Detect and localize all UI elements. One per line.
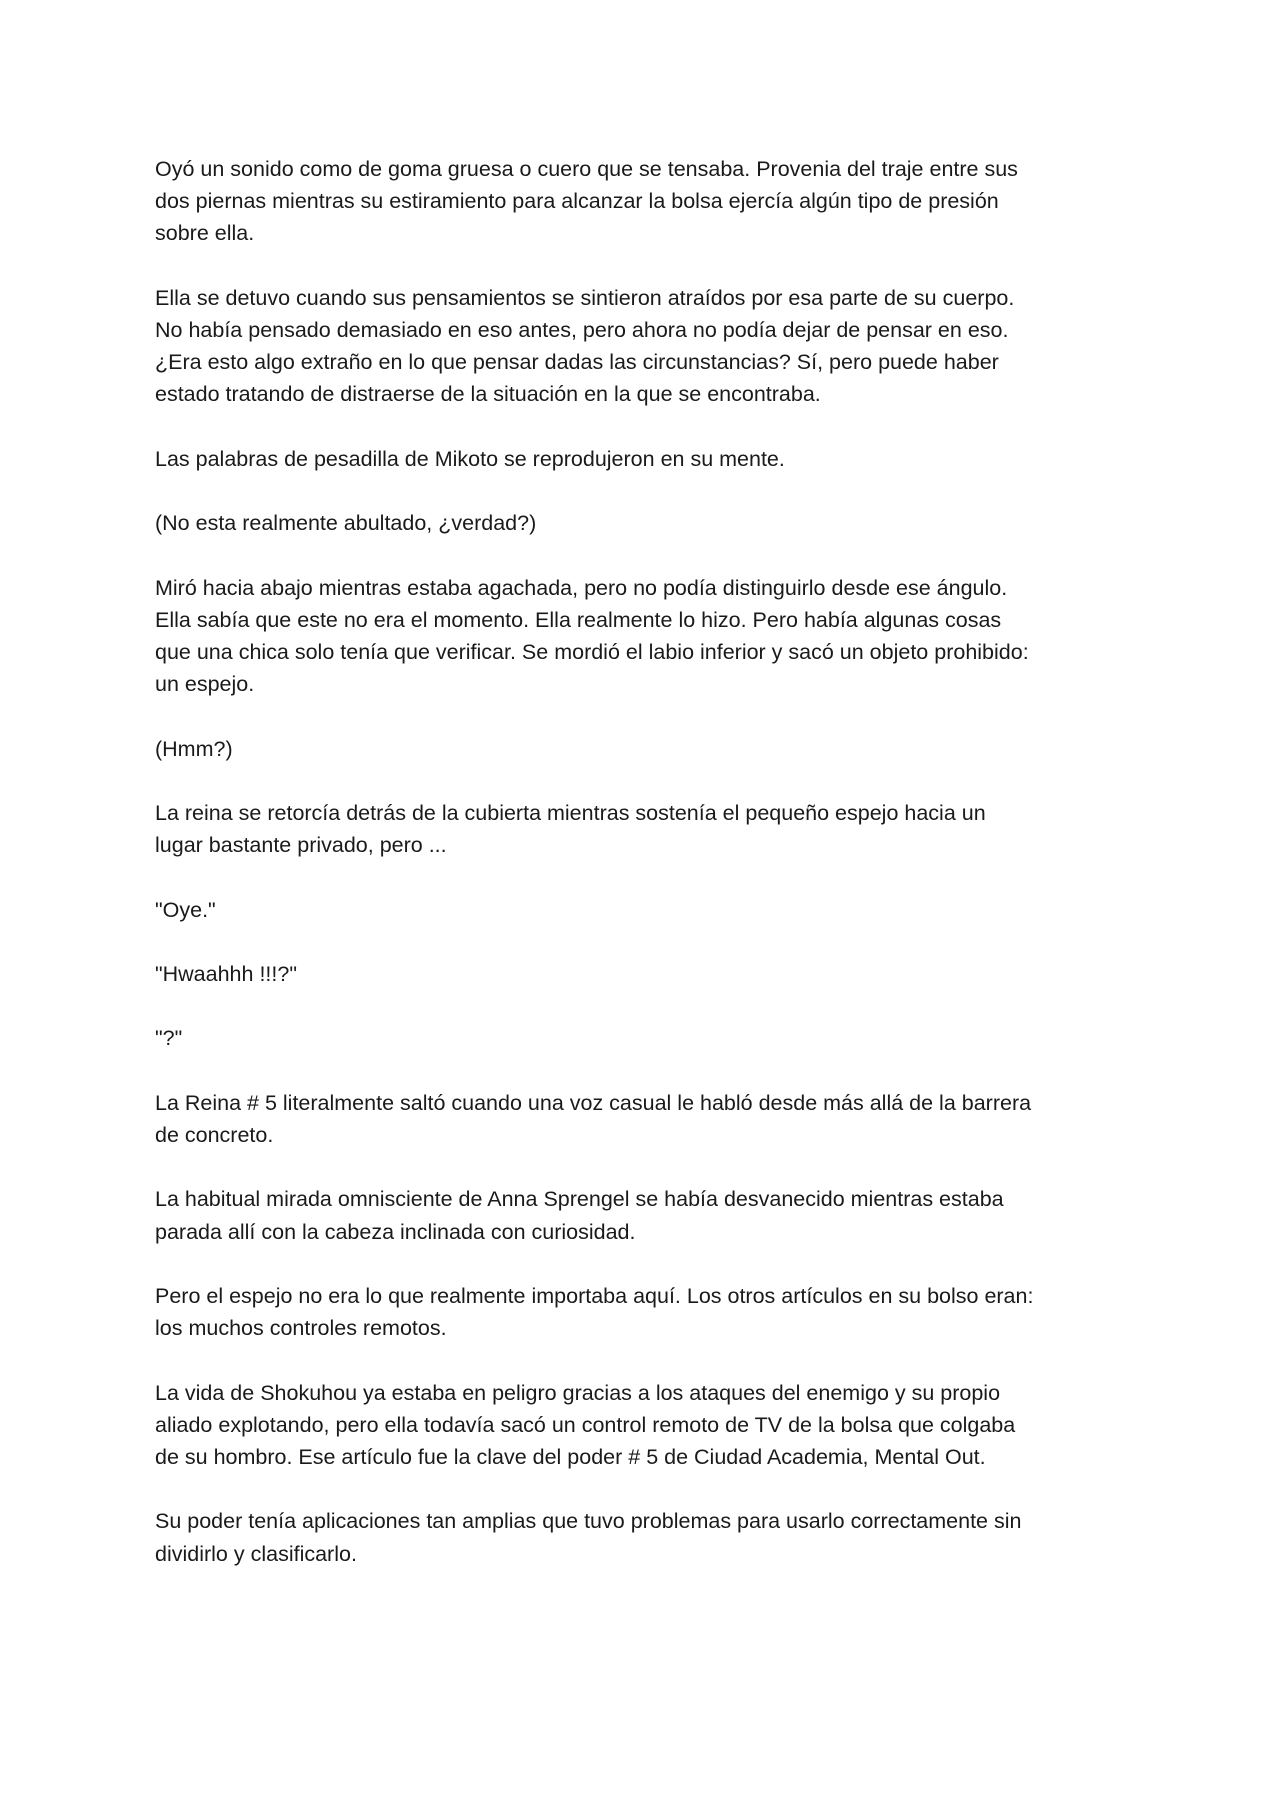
text-line: Ella se detuvo cuando sus pensamientos se sintieron atraídos por esa parte de su cuerpo. [155,285,1015,310]
paragraph [155,958,1145,990]
text-line: (No esta realmente abultado, ¿verdad?) [155,511,537,536]
text-line: La habitual mirada omnisciente de Anna Sprengel se había desvanecido mientras estaba [155,1187,1004,1212]
paragraph [155,443,1145,475]
paragraph [155,282,1145,411]
text-line: lugar bastante privado, pero ... [155,833,447,858]
text-line: sobre ella. [155,221,255,246]
text-line: de su hombro. Ese artículo fue la clave del poder # 5 de Ciudad Academia, Mental Out. [155,1444,986,1469]
text-line: estado tratando de distraerse de la situación en la que se encontraba. [155,382,821,407]
paragraph [155,894,1145,926]
text-line: dividirlo y clasificarlo. [155,1541,357,1566]
text-line: (Hmm?) [155,736,233,761]
paragraph [155,507,1145,539]
text-line: aliado explotando, pero ella todavía sacó un control remoto de TV de la bolsa que colgaba [155,1412,1016,1437]
text-line: Las palabras de pesadilla de Mikoto se reprodujeron en su mente. [155,446,785,471]
paragraph [155,733,1145,765]
text-line: Su poder tenía aplicaciones tan amplias que tuvo problemas para usarlo correctamente sin [155,1509,1022,1534]
paragraph [155,797,1145,861]
text-line: de concreto. [155,1122,274,1147]
paragraph [155,572,1145,701]
text-line: los muchos controles remotos. [155,1316,447,1341]
text-line: "Hwaahhh !!!?" [155,961,297,986]
paragraph [155,153,1145,250]
text-line: ¿Era esto algo extraño en lo que pensar dadas las circunstancias? Sí, pero puede haber [155,350,999,375]
text-line: "Oye." [155,897,216,922]
paragraph [155,1022,1145,1054]
text-line: Oyó un sonido como de goma gruesa o cuero que se tensaba. Provenia del traje entre sus [155,157,1018,181]
text-line: No había pensado demasiado en eso antes, pero ahora no podía dejar de pensar en eso. [155,318,1009,342]
paragraph [155,1505,1145,1569]
text-line: parada allí con la cabeza inclinada con curiosidad. [155,1219,636,1244]
text-line: que una chica solo tenía que verificar. Se mordió el labio inferior y sacó un objeto prohibido: [155,639,1029,664]
text-line: Pero el espejo no era lo que realmente importaba aquí. Los otros artículos en su bolso eran: [155,1283,1034,1308]
text-line: Ella sabía que este no era el momento. Ella realmente lo hizo. Pero había algunas cosas [155,607,1002,632]
paragraph [155,1087,1145,1151]
text-line: dos piernas mientras su estiramiento para alcanzar la bolsa ejercía algún tipo de presión [155,189,999,214]
text-line: La Reina # 5 literalmente saltó cuando una voz casual le habló desde más allá de la barrera [155,1090,1032,1115]
document-body [155,153,1145,1602]
paragraph [155,1280,1145,1344]
text-line: "?" [155,1026,183,1051]
paragraph [155,1183,1145,1247]
paragraph [155,1377,1145,1474]
text-line: La reina se retorcía detrás de la cubierta mientras sostenía el pequeño espejo hacia un [155,800,986,825]
text-line: La vida de Shokuhou ya estaba en peligro gracias a los ataques del enemigo y su propio [155,1380,1001,1405]
text-line: Miró hacia abajo mientras estaba agachada, pero no podía distinguirlo desde ese ángulo. [155,575,1008,600]
text-line: un espejo. [155,672,255,697]
